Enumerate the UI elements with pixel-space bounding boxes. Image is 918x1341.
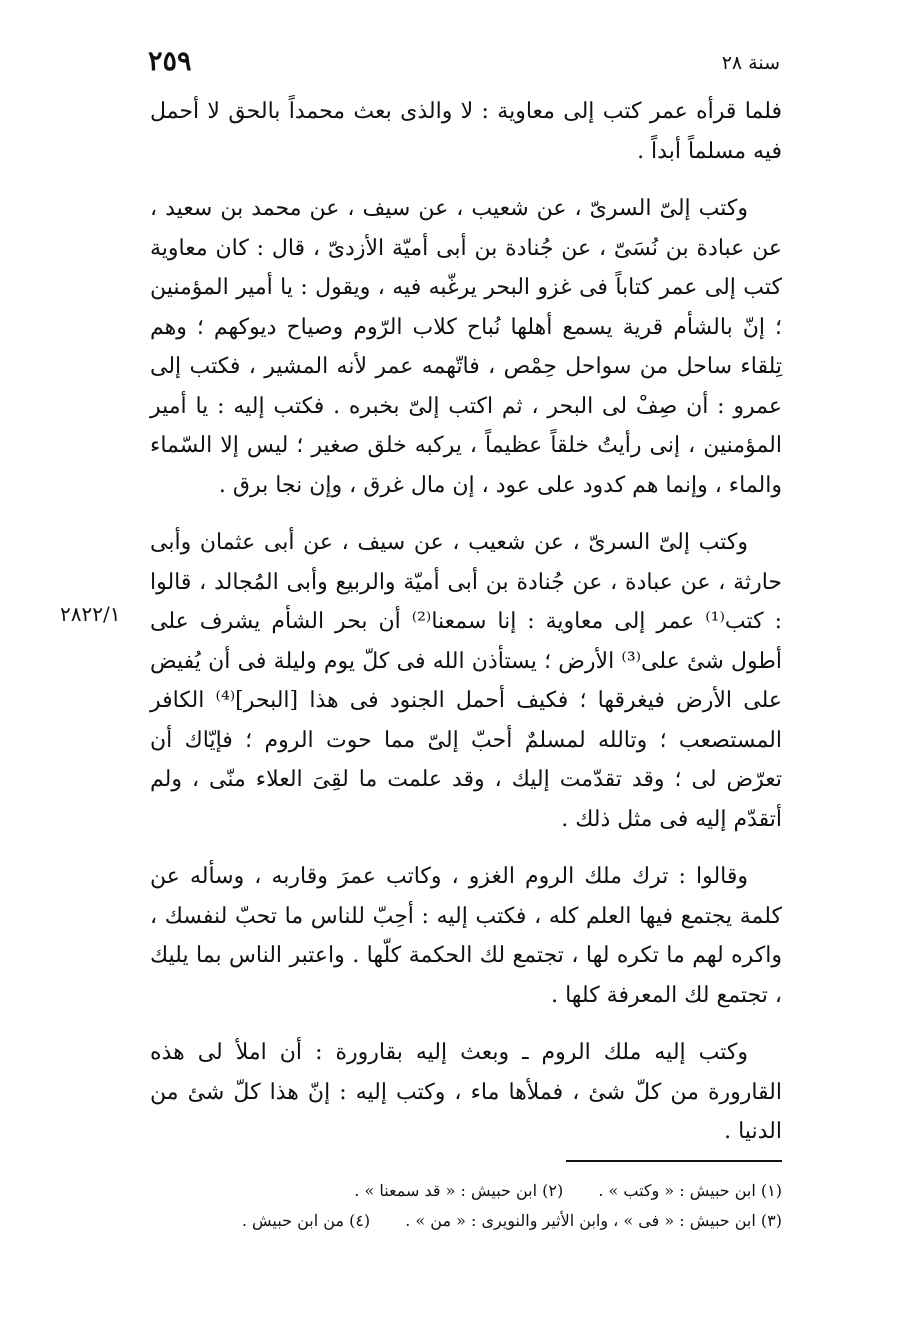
margin-reference: ٢٨٢٢/١ — [60, 602, 121, 626]
footnotes — [150, 1176, 782, 1236]
main-text — [150, 92, 782, 1170]
page-number: ٢٥٩ — [148, 46, 192, 77]
running-head-year: سنة ٢٨ — [721, 52, 780, 74]
footnote: (٣) ابن حبيش : « فى » ، وابن الأثير والنويرى : « من » . — [405, 1211, 782, 1230]
page-header — [148, 46, 780, 86]
paragraph: وقالوا : ترك ملك الروم الغزو ، وكاتب عمرَ وقاربه ، وسأله عن كلمة يجتمع فيها العلم كله ، فكتب إليه : أحِبّ للناس ما تحبّ لنفسك ، واكره لهم ما تكره لها ، تجتمع لك الحكمة كلّها . واعتبر الناس بما يليك ، تجتمع لك المعرفة كلها . — [150, 864, 782, 1008]
footnote-row — [150, 1206, 782, 1236]
paragraph: وكتب إلىّ السرىّ ، عن شعيب ، عن سيف ، عن أبى عثمان وأبى حارثة ، عن عبادة ، عن جُنادة بن أبى أميّة والربيع وأبى المُجالد ، قالوا : كتب⁽¹⁾ عمر إلى معاوية : إنا سمعنا⁽²⁾ أن بحر الشأم يشرف على أطول شئ على⁽³⁾ الأرض ؛ يستأذن الله فى كلّ يوم وليلة فى أن يُفيض على الأرض فيغرقها ؛ فكيف أحمل الجنود فى هذا [البحر]⁽⁴⁾ الكافر المستصعب ؛ وتالله لمسلمٌ أحبّ إلىّ مما حوت الروم ؛ فإيّاك أن تعرّض لى ؛ وقد تقدّمت إليك ، وقد علمت ما لقِىَ العلاء منّى ، ولم أتقدّم إليه فى مثل ذلك . — [150, 530, 782, 832]
paragraph: فلما قرأه عمر كتب إلى معاوية : لا والذى بعث محمداً بالحق لا أحمل فيه مسلماً أبداً . — [150, 99, 782, 164]
footnote: (٢) ابن حبيش : « قد سمعنا » . — [354, 1181, 564, 1200]
footnote-divider — [566, 1160, 782, 1162]
footnote: (٤) من ابن حبيش . — [241, 1211, 371, 1230]
paragraph: وكتب إليه ملك الروم ـ وبعث إليه بقارورة : أن املأ لى هذه القارورة من كلّ شئ ، فملأها ماء ، وكتب إليه : إنّ هذا كلّ شئ من الدنيا . — [150, 1040, 782, 1144]
footnote-row — [150, 1176, 782, 1206]
footnote: (١) ابن حبيش : « وكتب » . — [598, 1181, 782, 1200]
paragraph: وكتب إلىّ السرىّ ، عن شعيب ، عن سيف ، عن محمد بن سعيد ، عن عبادة بن نُسَىّ ، عن جُنادة بن أبى أميّة الأزدىّ ، قال : كان معاوية كتب إلى عمر كتاباً فى غزو البحر يرغّبه فيه ، ويقول : يا أمير المؤمنين ؛ إنّ بالشأم قرية يسمع أهلها نُباح كلاب الرّوم وصياح ديوكهم ؛ وهم تِلقاء ساحل من سواحل حِمْص ، فاتّهمه عمر لأنه المشير ، فكتب إلى عمرو : أن صِفْ لى البحر ، ثم اكتب إلىّ بخبره . فكتب إليه : يا أمير المؤمنين ، إنى رأيتُ خلقاً عظيماً ، يركبه خلق صغير ؛ ليس إلا السّماء والماء ، وإنما هم كدود على عود ، إن مال غرق ، وإن نجا برق . — [150, 196, 782, 498]
